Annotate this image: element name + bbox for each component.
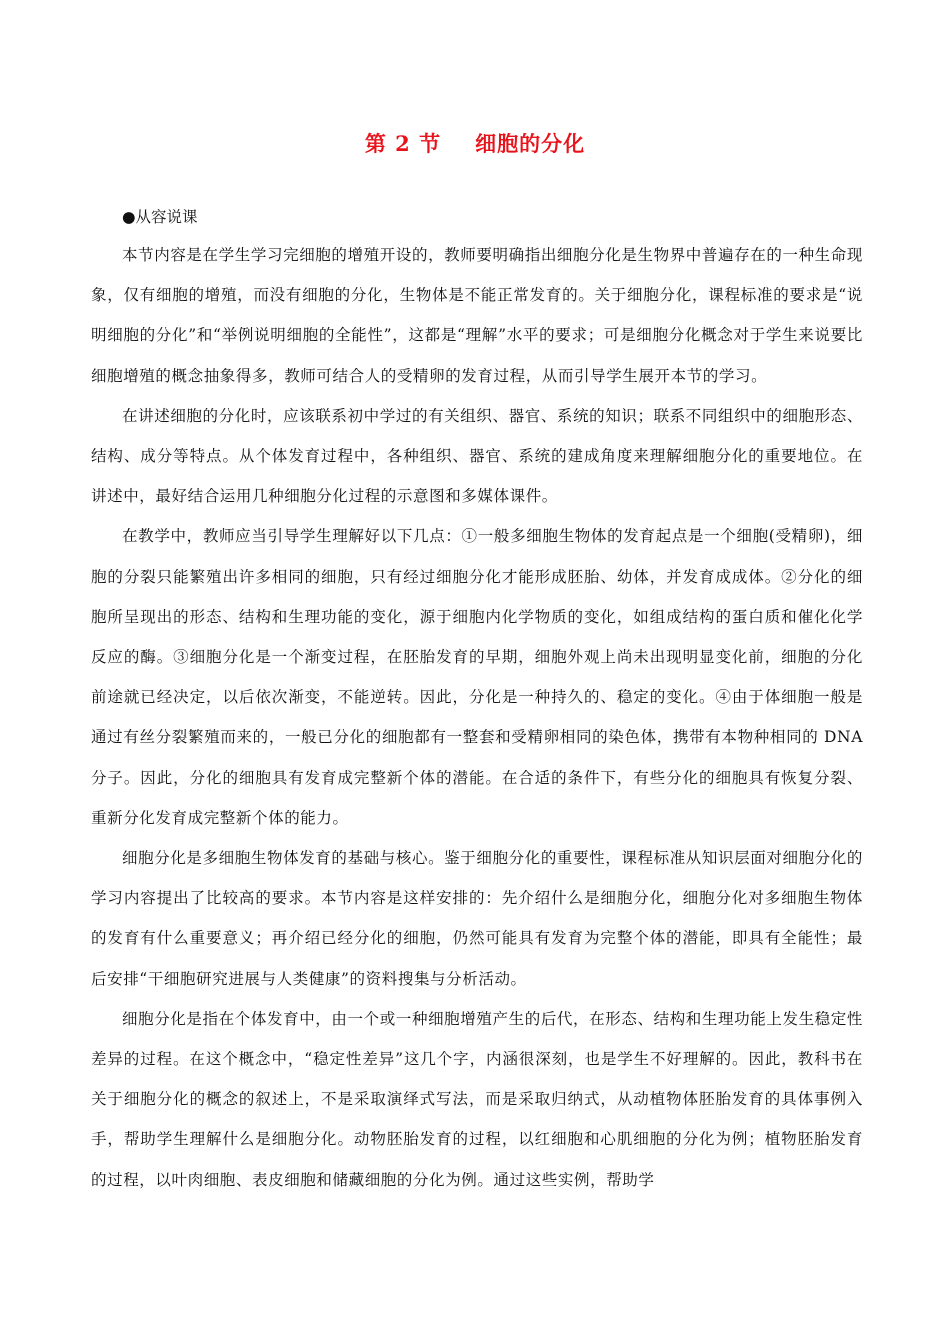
section-heading: ●从容说课	[122, 208, 198, 226]
paragraph-5: 细胞分化是指在个体发育中，由一个或一种细胞增殖产生的后代，在形态、结构和生理功能上发生稳定性差异的过程。在这个概念中，“稳定性差异”这几个字，内涵很深刻，也是学生不好理解的。因此，教科书在关于细胞分化的概念的叙述上，不是采取演绎式写法，而是采取归纳式，从动植物体胚胎发育的具体事例入手，帮助学生理解什么是细胞分化。动物胚胎发育的过程，以红细胞和心肌细胞的分化为例；植物胚胎发育的过程，以叶肉细胞、表皮细胞和储藏细胞的分化为例。通过这些实例，帮助学	[91, 1009, 863, 1189]
title-section-number: 第 2 节	[364, 131, 442, 156]
title-topic: 细胞的分化	[475, 131, 586, 156]
paragraph-2: 在讲述细胞的分化时，应该联系初中学过的有关组织、器官、系统的知识；联系不同组织中的细胞形态、结构、成分等特点。从个体发育过程中，各种组织、器官、系统的建成角度来理解细胞分化的重要地位。在讲述中，最好结合运用几种细胞分化过程的示意图和多媒体课件。	[91, 406, 863, 506]
page-title	[0, 128, 950, 158]
paragraph-4: 细胞分化是多细胞生物体发育的基础与核心。鉴于细胞分化的重要性，课程标准从知识层面对细胞分化的学习内容提出了比较高的要求。本节内容是这样安排的：先介绍什么是细胞分化，细胞分化对多细胞生物体的发育有什么重要意义；再介绍已经分化的细胞，仍然可能具有发育为完整个体的潜能，即具有全能性；最后安排“干细胞研究进展与人类健康”的资料搜集与分析活动。	[91, 849, 863, 988]
paragraph-1: 本节内容是在学生学习完细胞的增殖开设的，教师要明确指出细胞分化是生物界中普遍存在的一种生命现象，仅有细胞的增殖，而没有细胞的分化，生物体是不能正常发育的。关于细胞分化，课程标准的要求是“说明细胞的分化”和“举例说明细胞的全能性”，这都是“理解”水平的要求；可是细胞分化概念对于学生来说要比细胞增殖的概念抽象得多，教师可结合人的受精卵的发育过程，从而引导学生展开本节的学习。	[91, 246, 863, 385]
body-text	[91, 235, 863, 1200]
paragraph-3: 在教学中，教师应当引导学生理解好以下几点：①一般多细胞生物体的发育起点是一个细胞(受精卵)，细胞的分裂只能繁殖出许多相同的细胞，只有经过细胞分化才能形成胚胎、幼体，并发育成成体。②分化的细胞所呈现出的形态、结构和生理功能的变化，源于细胞内化学物质的变化，如组成结构的蛋白质和催化化学反应的酶。③细胞分化是一个渐变过程，在胚胎发育的早期，细胞外观上尚未出现明显变化前，细胞的分化前途就已经决定，以后依次渐变，不能逆转。因此，分化是一种持久的、稳定的变化。④由于体细胞一般是通过有丝分裂繁殖而来的，一般已分化的细胞都有一整套和受精卵相同的染色体，携带有本物种相同的 DNA 分子。因此，分化的细胞具有发育成完整新个体的潜能。在合适的条件下，有些分化的细胞具有恢复分裂、重新分化发育成完整新个体的能力。	[91, 527, 863, 827]
